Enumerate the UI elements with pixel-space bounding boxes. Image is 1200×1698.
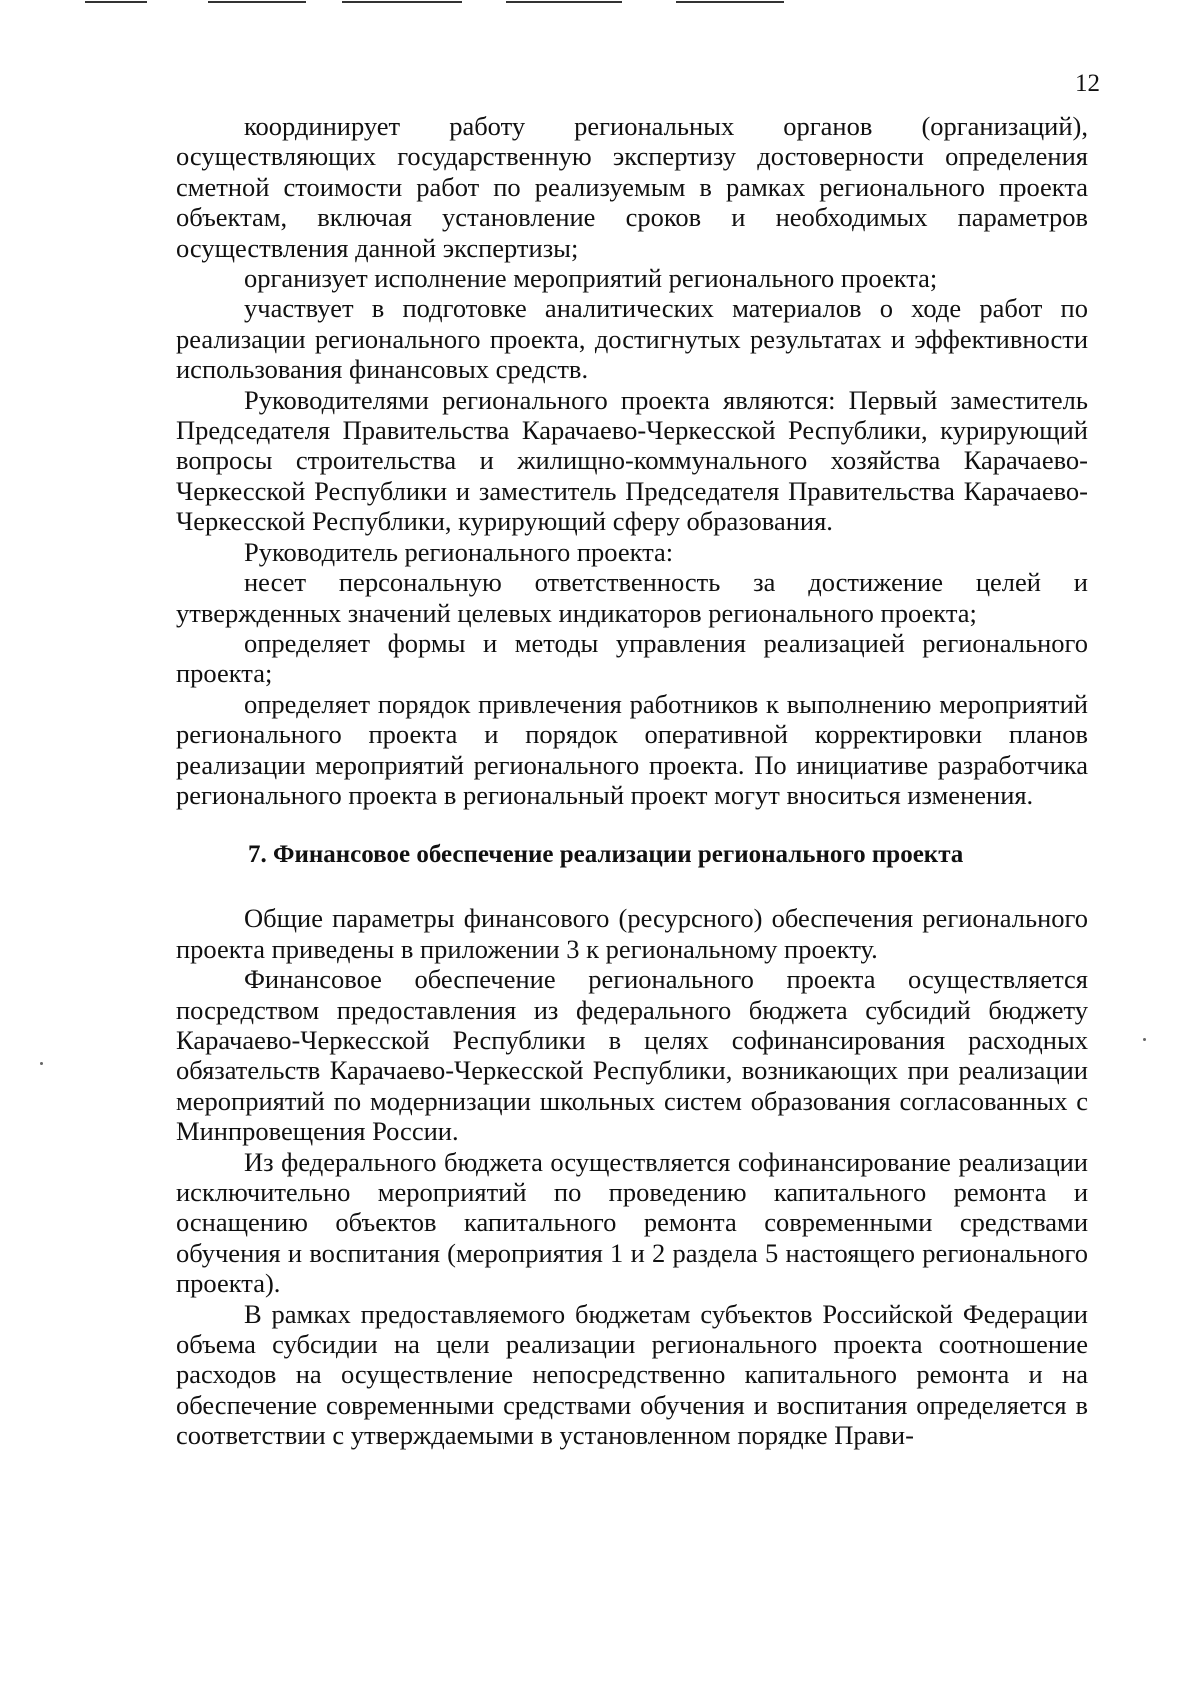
paragraph: Руководителями регионального проекта являются: Первый заместитель Председателя Правительства Карачаево-Черкесской Республики, курирующий вопросы строительства и жилищно-коммунального хозяйства Карачаево-Черкесской Республики и заместитель Председателя Правительства Карачаево-Черкесской Республики, курирующий сферу образования. — [176, 384, 1088, 537]
margin-speck — [1143, 1038, 1146, 1041]
scan-edge-line — [85, 1, 147, 3]
paragraph: Финансовое обеспечение регионального проекта осуществляется посредством предоставления из федерального бюджета субсидий бюджету Карачаево-Черкесской Республики в целях софинансирования расходных обязательств Карачаево-Черкесской Республики, возникающих при реализации мероприятий по модернизации школьных систем образования согласованных с Минпровещения России. — [176, 964, 1088, 1147]
document-body — [176, 111, 1088, 1451]
scan-edge-line — [342, 1, 462, 3]
paragraph: организует исполнение мероприятий регионального проекта; — [244, 263, 938, 294]
paragraph: координирует работу региональных органов (организаций), осуществляющих государственную экспертизу достоверности определения сметной стоимости работ по реализуемым в рамках регионального проекта объектам, включая установление сроков и необходимых параметров осуществления данной экспертизы; — [176, 111, 1088, 263]
scan-edge-line — [506, 1, 622, 3]
paragraph: Общие параметры финансового (ресурсного) обеспечения регионального проекта приведены в приложении 3 к региональному проекту. — [176, 903, 1088, 964]
section-heading: 7. Финансовое обеспечение реализации регионального проекта — [248, 841, 964, 869]
paragraph: Руководитель регионального проекта: — [244, 536, 674, 567]
paragraph: участвует в подготовке аналитических материалов о ходе работ по реализации регионального проекта, достигнутых результатах и эффективности использования финансовых средств. — [176, 293, 1088, 385]
paragraph: определяет формы и методы управления реализацией регионального проекта; — [176, 627, 1088, 689]
scan-edge-lines — [0, 0, 1200, 6]
scan-edge-line — [676, 1, 784, 3]
margin-speck — [40, 1062, 43, 1065]
page-number: 12 — [1075, 70, 1100, 97]
paragraph: несет персональную ответственность за достижение целей и утвержденных значений целевых индикаторов регионального проекта; — [176, 567, 1088, 628]
paragraph: определяет порядок привлечения работников к выполнению мероприятий регионального проекта и порядок оперативной корректировки планов реализации мероприятий регионального проекта. По инициативе разработчика регионального проекта в региональный проект могут вноситься изменения. — [176, 688, 1088, 810]
paragraph: В рамках предоставляемого бюджетам субъектов Российской Федерации объема субсидии на цели реализации регионального проекта соотношение расходов на осуществление непосредственно капитального ремонта и на обеспечение современными средствами обучения и воспитания определяется в соответствии с утверждаемыми в установленном порядке Прави- — [176, 1298, 1088, 1451]
scan-edge-line — [208, 1, 306, 3]
paragraph: Из федерального бюджета осуществляется софинансирование реализации исключительно мероприятий по проведению капитального ремонта и оснащению объектов капитального ремонта современными средствами обучения и воспитания (мероприятия 1 и 2 раздела 5 настоящего регионального проекта). — [176, 1146, 1088, 1299]
